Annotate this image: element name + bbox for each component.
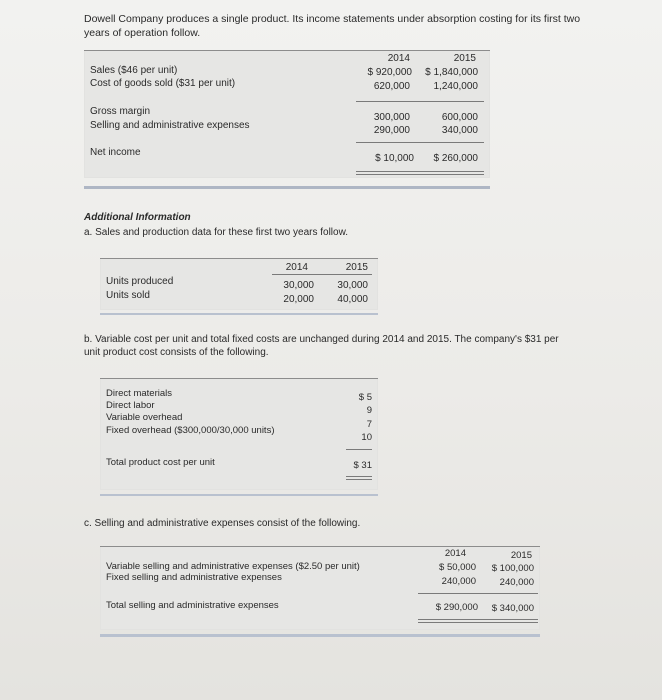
cogs-label: Cost of goods sold ($31 per unit) [90, 78, 236, 89]
direct-labor-value: 9 [366, 405, 372, 416]
gross-margin-label: Gross margin [90, 106, 151, 117]
sga-label: Selling and administrative expenses [90, 120, 250, 131]
sa-year-2014: 2014 [444, 548, 466, 559]
net-income-2015: $ 260,000 [433, 153, 478, 164]
variable-sa-2014: $ 50,000 [439, 562, 476, 573]
variable-overhead-value: 7 [366, 419, 372, 430]
income-year-2015: 2015 [453, 53, 476, 64]
variable-sa-2015: $ 100,000 [491, 563, 534, 574]
cogs-2015: 1,240,000 [433, 81, 478, 92]
sga-2015: 340,000 [441, 125, 478, 136]
total-sa-2014: $ 290,000 [435, 602, 478, 613]
total-product-cost-value: $ 31 [353, 460, 372, 471]
direct-materials-label: Direct materials [106, 388, 172, 399]
sales-label: Sales ($46 per unit) [90, 65, 178, 76]
units-produced-2014: 30,000 [283, 280, 314, 291]
units-sold-label: Units sold [106, 290, 150, 301]
income-statement-bottom-band [84, 186, 490, 189]
intro-text [84, 12, 644, 40]
total-product-cost-label: Total product cost per unit [106, 457, 215, 468]
selling-admin-bottom-band [100, 634, 540, 637]
total-sa-label: Total selling and administrative expenses [106, 600, 279, 611]
fixed-overhead-label: Fixed overhead ($300,000/30,000 units) [106, 425, 275, 436]
gross-margin-2014: 300,000 [373, 112, 410, 123]
income-year-2014: 2014 [387, 53, 410, 64]
production-header-rule [272, 274, 372, 275]
sga-2014: 290,000 [373, 125, 410, 136]
sa-year-2015: 2015 [510, 550, 532, 561]
total-sa-2015: $ 340,000 [491, 603, 534, 614]
units-sold-2014: 20,000 [283, 294, 314, 305]
sa-double-rule [418, 619, 538, 623]
fixed-sa-2014: 240,000 [441, 576, 476, 587]
selling-admin-panel [100, 546, 540, 630]
income-statement-top-rule [84, 50, 490, 51]
variable-overhead-label: Variable overhead [106, 412, 183, 423]
units-produced-label: Units produced [106, 276, 174, 287]
direct-materials-value: $ 5 [358, 392, 372, 403]
net-income-double-rule [356, 171, 484, 175]
part-b-line-2: unit product cost consists of the following. [84, 347, 269, 358]
production-top-rule [100, 258, 378, 259]
gross-margin-2015: 600,000 [441, 112, 478, 123]
variable-sa-label: Variable selling and administrative expenses ($2.50 per unit) [106, 561, 360, 572]
net-income-label: Net income [90, 147, 141, 158]
fixed-overhead-value: 10 [361, 432, 372, 443]
cogs-2014: 620,000 [373, 81, 410, 92]
selling-admin-top-rule [100, 546, 540, 547]
product-cost-top-rule [100, 378, 378, 379]
production-bottom-band [100, 313, 378, 315]
production-year-2015: 2015 [345, 262, 368, 273]
production-year-2014: 2014 [285, 262, 308, 273]
units-sold-2015: 40,000 [337, 294, 368, 305]
sales-2014: $ 920,000 [367, 67, 412, 78]
fixed-sa-2015: 240,000 [499, 577, 534, 588]
product-cost-bottom-band [100, 494, 378, 496]
net-income-rule [356, 142, 484, 143]
part-c-text: c. Selling and administrative expenses consist of the following. [84, 518, 361, 529]
intro-line-1: Dowell Company produces a single product. Its income statements under absorption costing for its first two [84, 13, 581, 25]
net-income-2014: $ 10,000 [375, 153, 414, 164]
product-cost-total-rule [346, 449, 372, 450]
sales-2015: $ 1,840,000 [425, 67, 478, 78]
units-produced-2015: 30,000 [337, 280, 368, 291]
gross-margin-rule [356, 101, 484, 102]
fixed-sa-label: Fixed selling and administrative expenses [106, 572, 282, 583]
direct-labor-label: Direct labor [106, 400, 155, 411]
additional-heading: Additional Information [84, 212, 191, 223]
sa-total-rule [418, 593, 538, 594]
intro-line-2: years of operation follow. [84, 27, 201, 39]
product-cost-double-rule [346, 476, 372, 480]
part-b-line-1: b. Variable cost per unit and total fixed costs are unchanged during 2014 and 2015. The company's $31 per [84, 334, 559, 345]
part-a-text: a. Sales and production data for these first two years follow. [84, 227, 349, 238]
